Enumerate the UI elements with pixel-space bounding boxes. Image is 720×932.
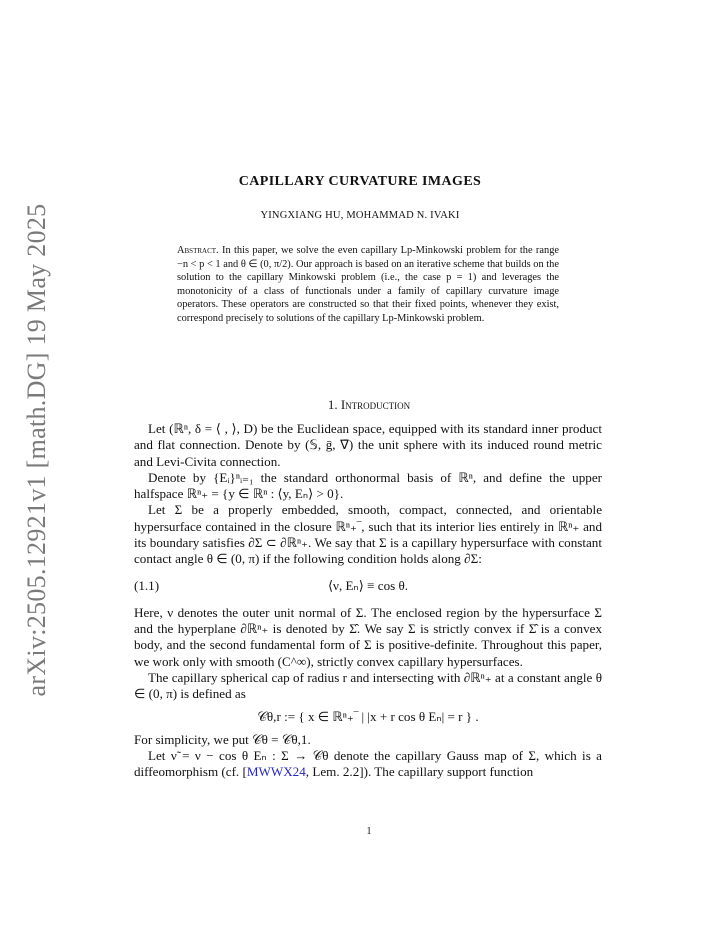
abstract [177, 244, 559, 325]
paragraph [134, 748, 602, 781]
paragraph-text: Let ν̃ = ν − cos θ Eₙ : Σ → 𝒞θ denote the capillary Gauss map of Σ, which is a diffeomorphism (cf. [ [134, 748, 602, 780]
citation-link[interactable]: MWWX24 [246, 764, 306, 780]
paragraph: The capillary spherical cap of radius r and intersecting with ∂ℝⁿ₊ at a constant angle θ ∈ (0, π) is defined as [134, 669, 602, 702]
page-number: 1 [366, 826, 372, 837]
body-text [134, 421, 602, 781]
abstract-text: In this paper, we solve the even capillary Lp-Minkowski problem for the range −n < p < 1 and θ ∈ (0, π/2). Our approach is based on an iterative scheme that builds on the solution to the capillary Minkowski problem (i.e., the case p = 1) and leverages the monotonicity of a class of functionals under a family of capillary curvature image operators. These operators are constructed so that their fixed points, whenever they exist, correspond precisely to solutions of the capillary Lp-Minkowski problem. [177, 245, 560, 324]
display-equation: 𝒞θ,r := { x ∈ ℝⁿ₊‾ | |x + r cos θ Eₙ| = r } . [257, 709, 479, 725]
paragraph: For simplicity, we put 𝒞θ = 𝒞θ,1. [134, 731, 311, 747]
paragraph: Here, ν denotes the outer unit normal of Σ. The enclosed region by the hypersurface Σ and the hyperplane ∂ℝⁿ₊ is denoted by Σ̂. We say Σ is strictly convex if Σ̂ is a convex body, and the second fundamental form of Σ is positive-definite. Throughout this paper, we work only with smooth (C^∞), strictly convex capillary hypersurfaces. [134, 604, 602, 669]
paragraph: Denote by {Eᵢ}ⁿᵢ₌₁ the standard orthonormal basis of ℝⁿ, and define the upper halfspace ℝⁿ₊ = {y ∈ ℝⁿ : ⟨y, Eₙ⟩ > 0}. [134, 469, 602, 502]
section-number: 1. [327, 397, 338, 412]
paragraph: Let Σ be a properly embedded, smooth, compact, connected, and orientable hypersurface contained in the closure ℝⁿ₊‾, such that its interior lies entirely in ℝⁿ₊ and its boundary satisfies ∂Σ ⊂ ∂ℝⁿ₊. We say that Σ is a capillary hypersurface with constant contact angle θ ∈ (0, π) if the following condition holds along ∂Σ: [134, 502, 602, 567]
section-title: Introduction [340, 397, 411, 412]
paragraph: Let (ℝⁿ, δ = ⟨ , ⟩, D) be the Euclidean space, equipped with its standard inner product and flat connection. Denote by (𝕊, ḡ, ∇̄) the unit sphere with its induced round metric and Levi-Civita connection. [134, 421, 602, 469]
arxiv-stamp: arXiv:2505.12921v1 [math.DG] 19 May 2025 [22, 203, 51, 697]
paper-authors: YINGXIANG HU, MOHAMMAD N. IVAKI [260, 210, 460, 221]
paper-title: CAPILLARY CURVATURE IMAGES [238, 174, 482, 189]
equation-1-1 [134, 578, 602, 594]
paragraph-text: , Lem. 2.2]). The capillary support function [305, 764, 534, 780]
equation-number: (1.1) [134, 577, 160, 593]
equation-body: ⟨ν, Eₙ⟩ ≡ cos θ. [327, 577, 409, 593]
abstract-heading: Abstract. [177, 245, 219, 256]
section-heading [0, 397, 720, 413]
